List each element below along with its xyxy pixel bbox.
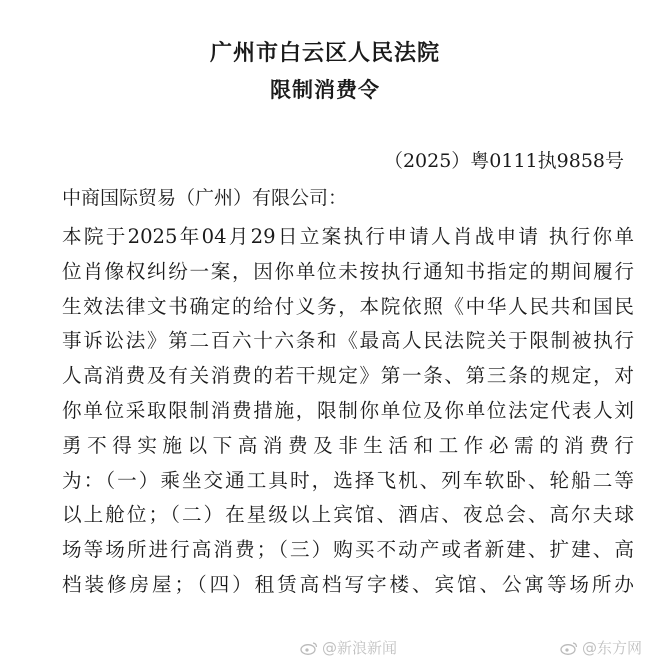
body-line: 以上舱位；（二）在星级以上宾馆、酒店、夜总会、高尔夫球 <box>62 503 634 527</box>
recipient-name: 中商国际贸易（广州）有限公司： <box>62 187 348 209</box>
body-line: 位肖像权纠纷一案，因你单位未按执行通知书指定的期间履行 <box>62 259 634 283</box>
watermark-left-text: @新浪新闻 <box>322 639 398 657</box>
watermark-right <box>560 637 642 658</box>
watermark-left <box>300 637 397 658</box>
case-number: （2025）粤0111执9858号 <box>383 150 624 172</box>
body-line: 人高消费及有关消费的若干规定》第一条、第三条的规定，对 <box>62 364 634 388</box>
body-line: 生效法律文书确定的给付义务，本院依照《中华人民共和国民 <box>62 294 634 318</box>
body-line: 你单位采取限制消费措施，限制你单位及你单位法定代表人刘 <box>62 398 634 422</box>
watermark-right-text: @东方网 <box>582 639 643 657</box>
document-title: 限制消费令 <box>270 78 380 102</box>
body-line: 档装修房屋；（四）租赁高档写字楼、宾馆、公寓等场所办 <box>62 572 634 596</box>
court-name: 广州市白云区人民法院 <box>209 41 440 66</box>
weibo-icon <box>300 641 318 655</box>
body-line: 为：（一）乘坐交通工具时，选择飞机、列车软卧、轮船二等 <box>62 468 634 492</box>
weibo-icon <box>560 641 578 655</box>
body-text <box>62 220 634 603</box>
body-line: 勇不得实施以下高消费及非生活和工作必需的消费行 <box>62 433 634 457</box>
body-line: 场等场所进行高消费；（三）购买不动产或者新建、扩建、高 <box>62 538 634 562</box>
body-line: 本院于2025年04月29日立案执行申请人肖战申请 执行你单 <box>62 225 634 248</box>
body-line: 事诉讼法》第二百六十六条和《最高人民法院关于限制被执行 <box>62 329 634 353</box>
